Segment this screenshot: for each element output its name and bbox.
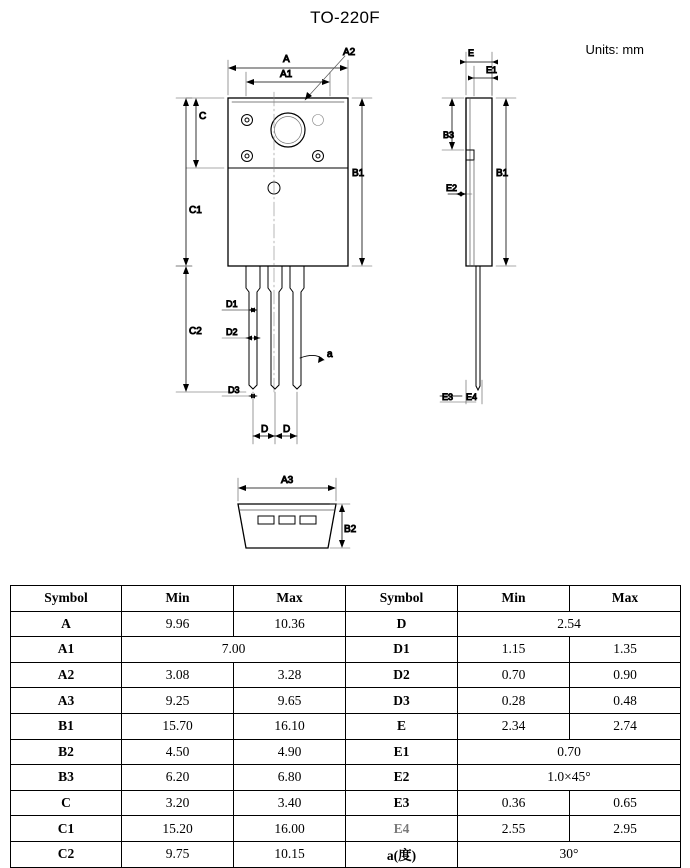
table-row bbox=[11, 637, 681, 663]
label-E4: E4 bbox=[466, 392, 478, 402]
col-symbol-1: Symbol bbox=[11, 586, 122, 612]
table-row bbox=[11, 739, 681, 765]
cell-max-left: 4.90 bbox=[234, 739, 346, 765]
cell-symbol-right: D1 bbox=[346, 637, 458, 663]
label-A: A bbox=[283, 54, 290, 65]
label-C2: C2 bbox=[189, 326, 202, 337]
cell-min-left: 3.08 bbox=[122, 662, 234, 688]
label-E: E bbox=[468, 48, 475, 58]
cell-min-left: 9.96 bbox=[122, 611, 234, 637]
cell-symbol-right: E1 bbox=[346, 739, 458, 765]
cell-max-right: 2.74 bbox=[570, 713, 681, 739]
cell-min-left: 15.70 bbox=[122, 713, 234, 739]
cell-symbol-left: A2 bbox=[11, 662, 122, 688]
cell-value-right-span: 0.70 bbox=[458, 739, 681, 765]
label-A1: A1 bbox=[280, 69, 293, 80]
cell-symbol-left: A1 bbox=[11, 637, 122, 663]
cell-max-left: 6.80 bbox=[234, 765, 346, 791]
cell-max-right: 0.90 bbox=[570, 662, 681, 688]
dimensions-table bbox=[10, 585, 681, 868]
col-min-2: Min bbox=[458, 586, 570, 612]
label-B1-side: B1 bbox=[496, 168, 509, 179]
cell-symbol-left: C2 bbox=[11, 841, 122, 867]
cell-symbol-left: C bbox=[11, 790, 122, 816]
cell-symbol-left: B2 bbox=[11, 739, 122, 765]
cell-symbol-left: B3 bbox=[11, 765, 122, 791]
dimensions-table-wrapper bbox=[10, 585, 680, 868]
cell-symbol-right: a(度) bbox=[346, 841, 458, 867]
table-row bbox=[11, 841, 681, 867]
label-B3: B3 bbox=[443, 130, 455, 140]
label-D2: D2 bbox=[226, 327, 238, 337]
col-max-1: Max bbox=[234, 586, 346, 612]
table-row bbox=[11, 662, 681, 688]
table-row bbox=[11, 611, 681, 637]
col-max-2: Max bbox=[570, 586, 681, 612]
units-label: Units: mm bbox=[585, 42, 644, 57]
cell-min-right: 1.15 bbox=[458, 637, 570, 663]
cell-min-right: 0.28 bbox=[458, 688, 570, 714]
cell-max-right: 0.48 bbox=[570, 688, 681, 714]
cell-max-left: 10.36 bbox=[234, 611, 346, 637]
cell-max-left: 3.40 bbox=[234, 790, 346, 816]
cell-max-right: 1.35 bbox=[570, 637, 681, 663]
page-title: TO-220F bbox=[310, 8, 380, 27]
col-min-1: Min bbox=[122, 586, 234, 612]
label-A3: A3 bbox=[281, 475, 294, 486]
cell-min-left: 15.20 bbox=[122, 816, 234, 842]
cell-min-right: 0.70 bbox=[458, 662, 570, 688]
cell-value-left-span: 7.00 bbox=[122, 637, 346, 663]
cell-max-right: 0.65 bbox=[570, 790, 681, 816]
cell-min-left: 4.50 bbox=[122, 739, 234, 765]
label-E2: E2 bbox=[446, 183, 458, 193]
cell-max-left: 16.00 bbox=[234, 816, 346, 842]
label-B1-front: B1 bbox=[352, 168, 365, 179]
table-row bbox=[11, 688, 681, 714]
label-D3: D3 bbox=[228, 385, 240, 395]
label-alpha: a bbox=[327, 349, 333, 360]
label-C1: C1 bbox=[189, 205, 202, 216]
cell-max-left: 3.28 bbox=[234, 662, 346, 688]
cell-symbol-left: A bbox=[11, 611, 122, 637]
table-row bbox=[11, 713, 681, 739]
col-symbol-2: Symbol bbox=[346, 586, 458, 612]
cell-max-right: 2.95 bbox=[570, 816, 681, 842]
label-A2: A2 bbox=[343, 47, 356, 58]
table-row bbox=[11, 816, 681, 842]
label-C: C bbox=[199, 111, 207, 122]
cell-max-left: 9.65 bbox=[234, 688, 346, 714]
cell-value-right-span: 2.54 bbox=[458, 611, 681, 637]
cell-min-left: 6.20 bbox=[122, 765, 234, 791]
cell-symbol-right: D3 bbox=[346, 688, 458, 714]
cell-max-left: 16.10 bbox=[234, 713, 346, 739]
cell-min-right: 2.34 bbox=[458, 713, 570, 739]
cell-symbol-right: E4 bbox=[346, 816, 458, 842]
label-D-right: D bbox=[283, 424, 291, 435]
cell-symbol-left: C1 bbox=[11, 816, 122, 842]
table-header-row bbox=[11, 586, 681, 612]
cell-value-right-span: 1.0×45° bbox=[458, 765, 681, 791]
table-row bbox=[11, 790, 681, 816]
label-B2: B2 bbox=[344, 524, 357, 535]
label-D-left: D bbox=[261, 424, 269, 435]
cell-min-right: 0.36 bbox=[458, 790, 570, 816]
table-body bbox=[11, 611, 681, 867]
cell-min-left: 9.25 bbox=[122, 688, 234, 714]
cell-symbol-right: E3 bbox=[346, 790, 458, 816]
label-D1: D1 bbox=[226, 299, 238, 309]
cell-symbol-left: B1 bbox=[11, 713, 122, 739]
cell-value-right-span: 30° bbox=[458, 841, 681, 867]
cell-max-left: 10.15 bbox=[234, 841, 346, 867]
label-E1: E1 bbox=[486, 65, 498, 75]
cell-min-right: 2.55 bbox=[458, 816, 570, 842]
table-row bbox=[11, 765, 681, 791]
cell-min-left: 9.75 bbox=[122, 841, 234, 867]
cell-symbol-left: A3 bbox=[11, 688, 122, 714]
cell-symbol-right: D2 bbox=[346, 662, 458, 688]
label-E3: E3 bbox=[442, 392, 454, 402]
cell-min-left: 3.20 bbox=[122, 790, 234, 816]
cell-symbol-right: E bbox=[346, 713, 458, 739]
cell-symbol-right: E2 bbox=[346, 765, 458, 791]
cell-symbol-right: D bbox=[346, 611, 458, 637]
